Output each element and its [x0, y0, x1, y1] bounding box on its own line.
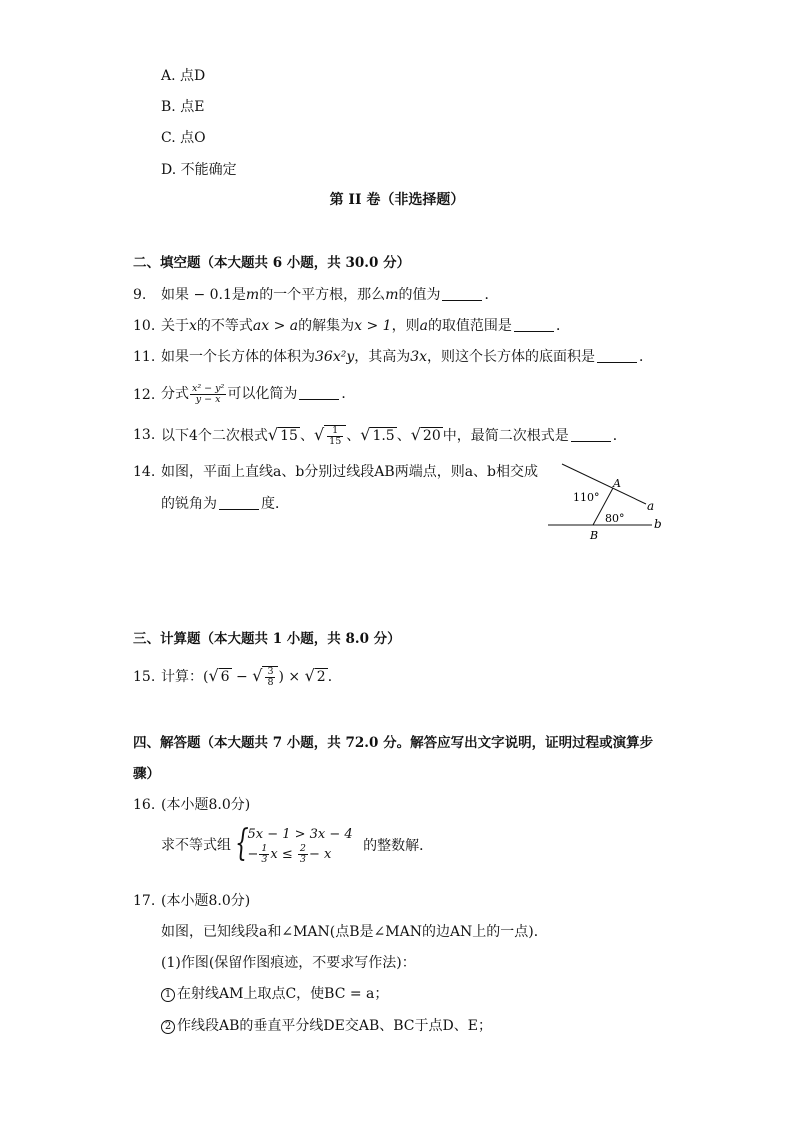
q12-number: 12. — [133, 387, 156, 403]
q17-line2: (1)作图(保留作图痕迹，不要求写作法)： — [161, 955, 416, 971]
q12-blank — [299, 385, 339, 400]
q9-number: 9. — [133, 287, 147, 303]
section4-title-line2: 骤） — [133, 766, 160, 782]
q16-score: (本小题8.0分) — [161, 797, 251, 813]
q16-number: 16. — [133, 797, 156, 813]
q11-text: 如果一个长方体的体积为36x²y，其高为3x，则这个长方体的底面积是 ． — [161, 349, 654, 365]
step1-marker: 1 — [161, 988, 175, 1002]
q14-line1: 如图，平面上直线a、b分别过线段AB两端点，则a、b相交成 — [161, 464, 539, 480]
section3-title: 三、计算题（本大题共 1 小题，共 8.0 分） — [133, 631, 401, 647]
line-b-label: b — [654, 517, 662, 531]
q14-figure — [540, 458, 670, 546]
q11-blank — [597, 348, 637, 363]
q13-blank — [571, 427, 611, 442]
q12-text: 分式 $\frac{\text{x² − y²}}{y - x}$ 可以化简为 ． — [161, 382, 356, 405]
q9-blank — [442, 286, 482, 301]
angle-label-110: 110° — [573, 491, 600, 504]
q15-text: 计算：(√ 6 − √ $\frac{3}{8}$ ) × √ 2 ． — [161, 665, 342, 688]
part2-title: 第 II 卷（非选择题） — [329, 192, 465, 208]
q12-fraction: $\frac{\text{x² − y²}}{y - x}$ — [192, 382, 225, 405]
option-c: C. 点O — [161, 130, 206, 146]
q17-line1: 如图，已知线段a和∠MAN(点B是∠MAN的边AN上的一点)． — [161, 924, 548, 940]
section2-title: 二、填空题（本大题共 6 小题，共 30.0 分） — [133, 255, 411, 271]
option-a: A. 点D — [161, 68, 206, 84]
q13-number: 13. — [133, 427, 156, 443]
q10-text: 关于x的不等式ax > a的解集为x > 1，则a的取值范围是 ． — [161, 318, 570, 334]
q14-blank — [219, 495, 259, 510]
q17-score: (本小题8.0分) — [161, 893, 251, 909]
option-d: D. 不能确定 — [161, 162, 237, 178]
q10-number: 10. — [133, 318, 156, 334]
point-b-label: B — [590, 529, 599, 542]
q14-number: 14. — [133, 464, 156, 480]
q9-text: 如果 − 0.1是m的一个平方根，那么m的值为 ． — [161, 287, 499, 303]
option-b: B. 点E — [161, 99, 205, 115]
q17-number: 17. — [133, 893, 156, 909]
point-a-label: A — [613, 477, 621, 490]
q17-step2: 2 作线段AB的垂直平分线DE交AB、BC于点D、E； — [161, 1016, 492, 1036]
q15-number: 15. — [133, 669, 156, 685]
angle-label-80: 80° — [605, 512, 625, 525]
q14-line2: 的锐角为 度． — [161, 496, 289, 512]
step2-marker: 2 — [161, 1020, 175, 1034]
q10-blank — [514, 317, 554, 332]
line-a-label: a — [647, 499, 655, 513]
q13-text: 以下4个二次根式√ 15 、√ $\frac{1}{15}$ 、√ 1.5 、√ 20 中，最简二次根式是 ． — [161, 424, 627, 447]
q17-step1: 1 在射线AM上取点C，使BC = a； — [161, 984, 388, 1004]
section4-title-line1: 四、解答题（本大题共 7 小题，共 72.0 分。解答应写出文字说明，证明过程或演算步 — [133, 735, 654, 751]
q16-text: 求不等式组 { 5x − 1 > 3x − 4 − $\frac{1}{3}$ x ≤ $\frac{2}{3}$ − x 的整数解． — [161, 823, 434, 865]
q16-inequality-system: { 5x − 1 > 3x − 4 − $\frac{1}{3}$ x ≤ $\frac{2}{3}$ − x — [235, 823, 353, 865]
q11-number: 11. — [133, 349, 156, 365]
